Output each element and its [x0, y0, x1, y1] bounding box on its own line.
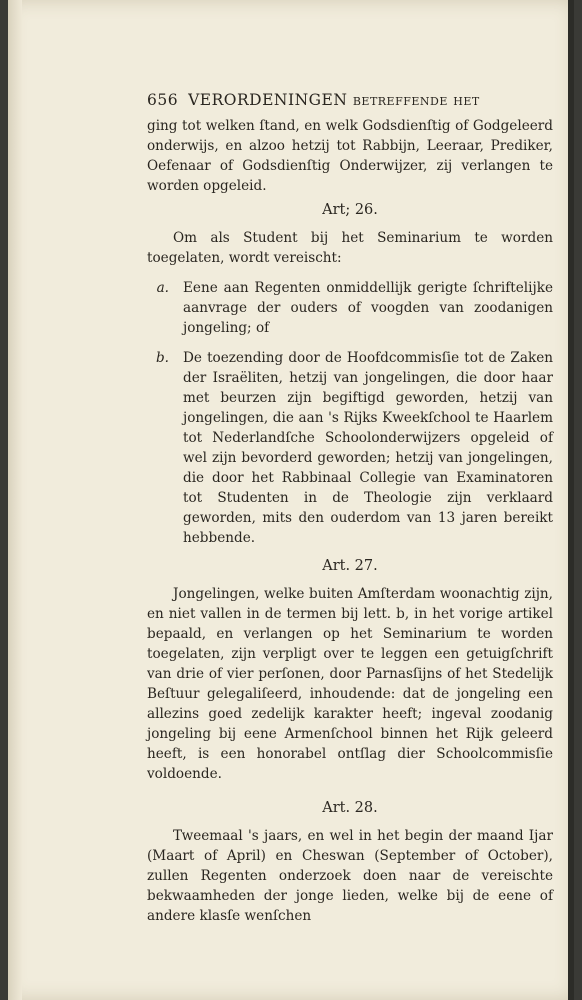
running-title: VERORDENINGEN betreffende het [188, 91, 480, 109]
item-a-letter: a. [156, 280, 169, 296]
article-26-heading: Art; 26. [322, 202, 378, 218]
article-26-item-a [147, 278, 553, 338]
article-28-paragraph: Tweemaal 's jaars, en wel in het begin der maand Ijar (Maart of April) en Cheswan (September of October), zullen Regenten onderzoek doen naar de vereischte bekwaamheden der jonge lieden, welke bij de eene of andere klasſe wenſchen [147, 828, 553, 924]
book-page [8, 0, 574, 1000]
article-28-heading: Art. 28. [322, 800, 378, 816]
page-gutter [8, 0, 22, 1000]
running-header [147, 90, 553, 116]
article-27-heading: Art. 27. [322, 558, 378, 574]
page-text [147, 90, 553, 926]
page-edge [568, 0, 574, 1000]
article-27-paragraph: Jongelingen, welke buiten Amſterdam woonachtig zijn, en niet vallen in de termen bij lett. b, in het vorige artikel bepaald, en verlangen op het Seminarium te worden toegelaten, zijn verpligt over te leggen een getuigſchrift van drie of vier perſonen, door Parnasſijns of het Stedelijk Beſtuur gelegaliſeerd, inhoudende: dat de jongeling een allezins goed zedelijk karakter heeft; ingeval zoodanig jongeling bij eene Armenſchool binnen het Rijk geleerd heeft, is een honorabel ontſlag dier Schoolcommisſie voldoende. [147, 586, 553, 782]
article-26-item-b [147, 348, 553, 548]
item-b-letter: b. [155, 350, 169, 366]
intro-paragraph: ging tot welken ſtand, en welk Godsdienſtig of Godgeleerd onderwijs, en alzoo hetzij tot Rabbijn, Leeraar, Prediker, Oefenaar of Godsdienſtig Onderwijzer, zij verlangen te worden opgeleid. [147, 118, 553, 194]
item-b-text: De toezending door de Hoofdcommisſie tot de Zaken der Israëliten, hetzij van jongelingen, die door haar met beurzen zijn begiftigd geworden, hetzij van jongelingen, die aan 's Rijks Kweekſchool te Haarlem tot Nederlandſche Schoolonderwijzers opgeleid of wel zijn bevorderd geworden; hetzij van jongelingen, die door het Rabbinaal Collegie van Examinatoren tot Studenten in de Theologie zijn verklaard geworden, mits den ouderdom van 13 jaren bereikt hebbende. [183, 350, 553, 546]
page-number: 656 [147, 91, 179, 109]
article-26-lead: Om als Student bij het Seminarium te worden toegelaten, wordt vereischt: [147, 230, 553, 266]
item-a-text: Eene aan Regenten onmiddellijk gerigte ſchriftelijke aanvrage der ouders of voogden van zoodanigen jongeling; of [183, 280, 553, 336]
